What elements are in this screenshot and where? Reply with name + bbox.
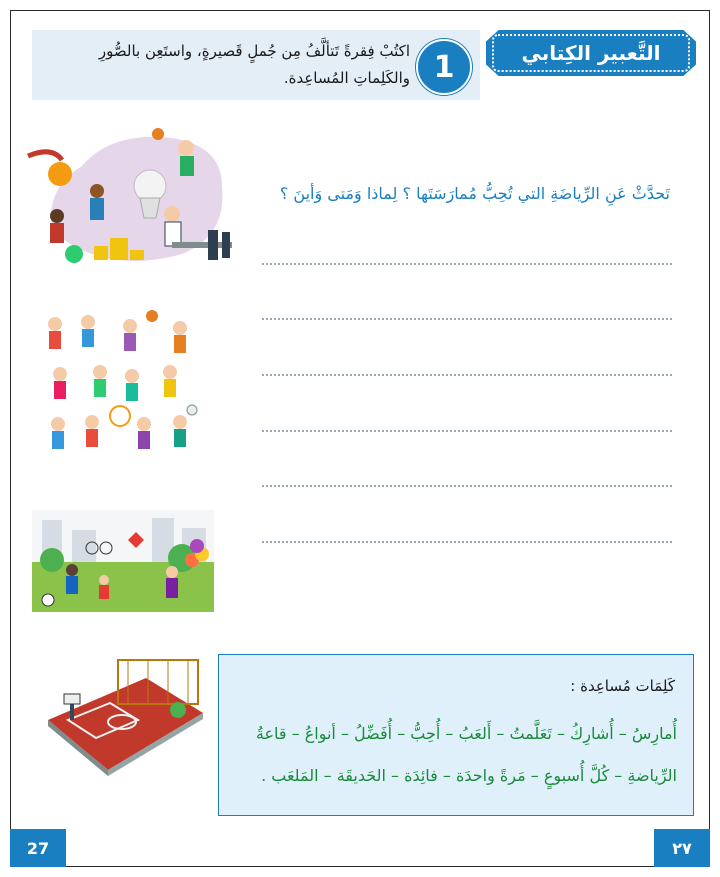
page-number-left: 27 [10, 829, 66, 867]
writing-line[interactable] [262, 485, 672, 487]
exercise-number-badge: 1 [416, 39, 472, 95]
basketball-court-icon [38, 658, 208, 790]
section-title-banner [486, 30, 696, 76]
writing-line[interactable] [262, 318, 672, 320]
kids-sports-icon [40, 306, 200, 466]
instruction-text: اكتُبْ فِقرةً تَتألَّفُ مِن جُملٍ قَصيرةٍ، واستَعِن بالصُّورِ والكَلِماتِ المُساعِدة. [98, 42, 410, 87]
page-number-right: ٢٧ [654, 829, 710, 867]
writing-line[interactable] [262, 263, 672, 265]
help-words-heading: كَلِمَات مُساعِدة : [570, 677, 675, 695]
help-words-box [218, 654, 694, 816]
sports-collage-icon [22, 126, 240, 276]
instruction-box [32, 30, 480, 100]
writing-line[interactable] [262, 430, 672, 432]
question-text: تَحدَّثْ عَنِ الرِّياضَةِ التي تُحِبُّ مُمارَسَتَها ؟ لِماذا وَمَتى وَأينَ ؟ [279, 184, 670, 203]
section-title: التَّعبير الكِتابي [521, 41, 661, 65]
help-words-list: أُمارِسُ – أُشارِكُ – تَعَلَّمتُ – أَلعَبُ – أُحِبُّ – أُفَضِّلُ – أنواعُ – قاعةُ الرِّياضةِ – كُلَّ أُسبوعٍ – مَرةً واحدَة – فائِدَة – الحَديقَة – المَلعَب . [255, 724, 677, 785]
writing-line[interactable] [262, 541, 672, 543]
park-scene-icon [32, 510, 214, 612]
writing-line[interactable] [262, 374, 672, 376]
